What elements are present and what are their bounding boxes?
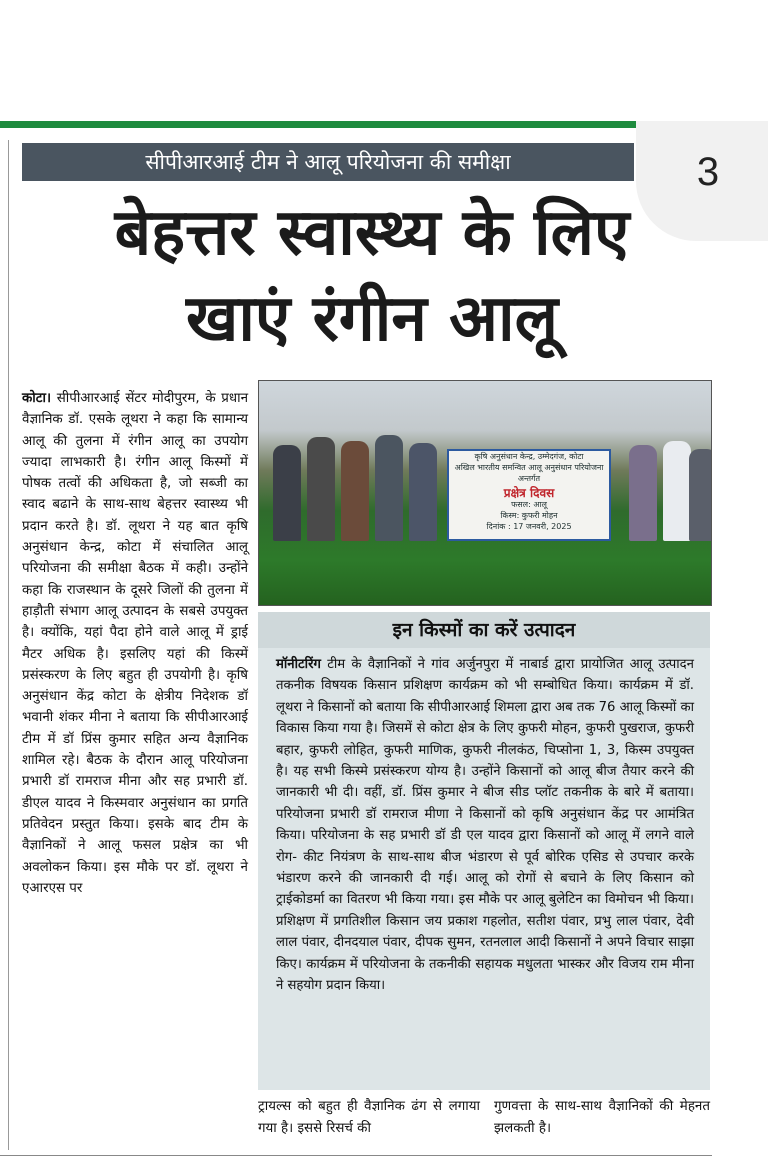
sidebar-body: [276, 654, 694, 997]
field-day-banner: [447, 449, 611, 541]
banner-date: दिनांक : 17 जनवरी, 2025: [486, 522, 572, 531]
article-column-1: [22, 388, 248, 899]
left-column-rule: [0, 140, 9, 1150]
news-photo: [258, 380, 712, 606]
article-column-2: ट्रायल्स को बहुत ही वैज्ञानिक ढंग से लगाया गया है। इससे रिसर्च की: [258, 1099, 480, 1136]
kicker-strap: सीपीआरआई टीम ने आलू परियोजना की समीक्षा: [22, 143, 634, 181]
headline-line-1: बेहत्तर स्वास्थ्य के लिए: [114, 196, 630, 270]
sidebar-box: [258, 612, 710, 1090]
headline: [22, 190, 722, 362]
person-figure: [341, 441, 369, 541]
sidebar-lead: मॉनीटरिंग: [276, 657, 321, 672]
page-number: 3: [696, 150, 720, 194]
banner-crop: फसल: आलू: [511, 500, 547, 509]
person-figure: [663, 441, 691, 541]
dateline: कोटा।: [22, 391, 52, 406]
person-figure: [273, 445, 301, 541]
banner-subtitle: अखिल भारतीय समन्वित आलू अनुसंधान परियोजना अन्तर्गत: [454, 463, 604, 483]
banner-village: किस्म: कुफरी मोहन: [500, 511, 558, 520]
banner-heading: प्रक्षेत्र दिवस: [503, 486, 555, 500]
person-figure: [409, 443, 437, 541]
article-body-1: सीपीआरआई सेंटर मोदीपुरम, के प्रधान वैज्ञानिक डॉ. एसके लूथरा ने कहा कि सामान्य आलू की तुलना में रंगीन आलू का उपयोग ज्यादा लाभकारी है। रंगीन आलू किस्मों में पोषक तत्वों की अधिकता है, जो सब्जी का स्वाद बढाने के साथ-साथ बेहत्तर स्वास्थ्य भी प्रदान करते है। डॉ. लूथरा ने यह बात कृषि अनुसंधान केन्द्र, कोटा में संचालित आलू परियोजना की समीक्षा बैठक में कही। उन्होंने कहा कि राजस्थान के दूसरे जिलों की तुलना में हाड़ौती संभाग आलू उत्पादन के सबसे उपयुक्त है। क्योंकि, यहां पैदा होने वाले आलू में ड्राई मैटर अधिक है। इसलिए यहां की किस्में प्रसंस्करण के लिए बहुत ही उपयोगी है। कृषि अनुसंधान केंद्र कोटा के क्षेत्रीय निदेशक डॉ भवानी शंकर मीना ने बताया कि सीपीआरआई टीम में डॉ प्रिंस कुमार सहित अन्य वैज्ञानिक शामिल रहे। बैठक के दौरान आलू परियोजना प्रभारी डॉ रामराज मीना और सह प्रभारी डॉ. डीएल यादव ने किस्मवार अनुसंधान का प्रगति प्रतिवेदन प्रस्तुत किया। इसके बाद टीम के वैज्ञानिकों ने आलू फसल प्रक्षेत्र का भी अवलोकन किया। इस मौके पर डॉ. लूथरा ने एआरएस पर: [22, 391, 248, 896]
person-figure: [307, 437, 335, 541]
bottom-rule: [0, 1155, 712, 1156]
sidebar-heading: इन किस्मों का करें उत्पादन: [258, 612, 710, 648]
sidebar-text: टीम के वैज्ञानिकों ने गांव अर्जुनपुरा में नाबार्ड द्वारा प्रायोजित आलू उत्पादन तकनीक विषयक किसान प्रशिक्षण कार्यक्रम को भी सम्बोधित किया। कार्यक्रम में डॉ. लूथरा ने किसानों को बताया कि सीपीआरआई शिमला द्वारा अब तक 76 आलू किस्मों का विकास किया गया है। जिसमें से कोटा क्षेत्र के लिए कुफरी मोहन, कुफरी पुखराज, कुफरी बहार, कुफरी लोहित, कुफरी माणिक, कुफरी नीलकंठ, चिप्सोना 1, 3, किस्म उपयुक्त है। यह सभी किस्मे प्रसंस्करण योग्य है। उन्होंने किसानों को आलू बीज तैयार करने की जानकारी भी दी। वहीं, डॉ. प्रिंस कुमार ने बीज सीड प्लॉट तकनीक के बारे में बताया। परियोजना प्रभारी डॉ रामराज मीणा ने किसानों को कृषि अनुसंधान केंद्र पर आमंत्रित किया। परियोजना के सह प्रभारी डॉ डी एल यादव द्वारा किसानों को आलू में लगने वाले रोग- कीट नियंत्रण के साथ-साथ बीज भंडारण से पूर्व बोरिक एसिड से उपचार करके भंडारण करने की जानकारी दी गई। आलू को रोगों से बचाने के लिए किसान को ट्राईकोडर्मा का वितरण भी किया गया। इस मौके पर आलू बुलेटिन का विमोचन भी किया। प्रशिक्षण में प्रगतिशील किसान जय प्रकाश गहलोत, सतीश पंवार, प्रभु लाल पंवार, देवी लाल पंवार, दीनदयाल पंवार, दीपक सुमन, रतनलाल आदी किसानों ने अपने विचार साझा किए। कार्यक्रम में परियोजना के तकनीकी सहायक मधुलता भास्कर और विजय राम मीना ने सहयोग प्रदान किया।: [276, 657, 694, 994]
headline-line-2: खाएं रंगीन आलू: [186, 282, 558, 356]
article-column-3: गुणवत्ता के साथ-साथ वैज्ञानिकों की मेहनत झलकती है।: [494, 1099, 710, 1136]
person-figure: [689, 449, 712, 541]
person-figure: [629, 445, 657, 541]
person-figure: [375, 435, 403, 541]
top-green-rule: [0, 121, 700, 128]
banner-title: कृषि अनुसंधान केन्द्र, उम्मेदगंज, कोटा: [474, 452, 584, 461]
